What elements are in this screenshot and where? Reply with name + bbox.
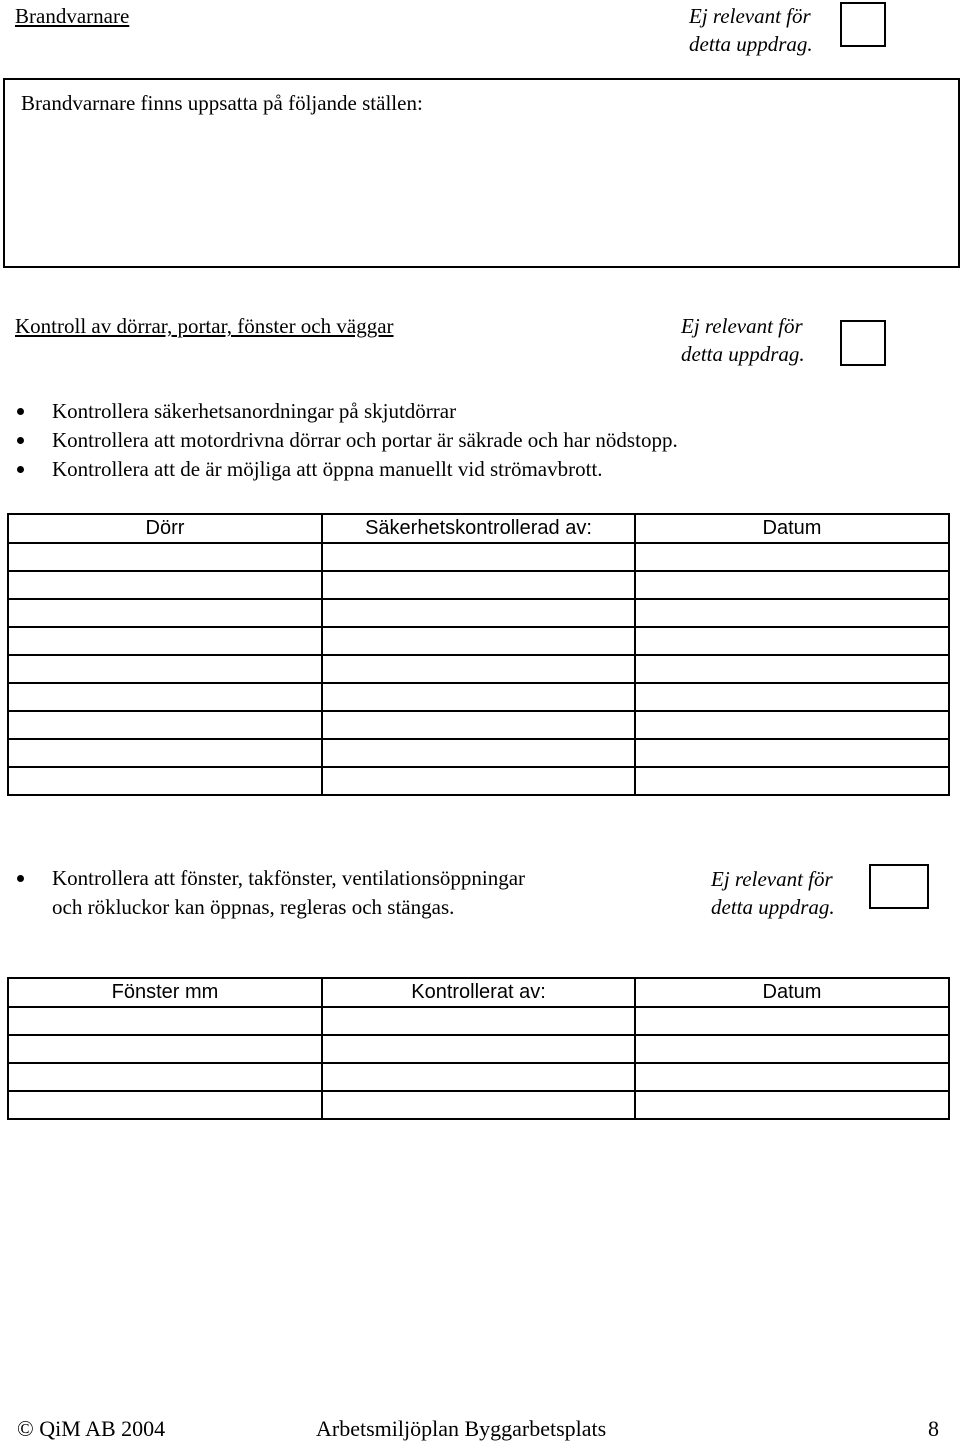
brandvarnare-heading: Brandvarnare: [15, 4, 130, 28]
column-header-door: Dörr: [8, 514, 322, 543]
table-header-row: [8, 514, 949, 543]
table-header-row: [8, 978, 949, 1007]
not-relevant-line-1: Ej relevant för: [711, 867, 833, 891]
brandvarnare-locations-label: Brandvarnare finns uppsatta på följande ställen:: [21, 91, 423, 115]
footer-page-number: 8: [928, 1416, 939, 1441]
table-cell[interactable]: [635, 739, 949, 767]
column-header-checked-by: Säkerhetskontrollerad av:: [322, 514, 635, 543]
table-cell[interactable]: [635, 655, 949, 683]
windows-table-body: [8, 1007, 949, 1119]
not-relevant-line-2: detta uppdrag.: [681, 342, 805, 366]
list-item-line: Kontrollera att fönster, takfönster, ventilationsöppningar: [52, 866, 526, 890]
doors-heading: Kontroll av dörrar, portar, fönster och väggar: [15, 314, 394, 338]
list-item: Kontrollera att motordrivna dörrar och portar är säkrade och har nödstopp.: [17, 426, 678, 455]
table-cell[interactable]: [635, 767, 949, 795]
table-cell[interactable]: [635, 627, 949, 655]
list-item: [17, 864, 525, 922]
table-cell[interactable]: [8, 599, 322, 627]
footer-copyright: © QiM AB 2004: [17, 1416, 166, 1441]
table-row: [8, 1035, 949, 1063]
doors-table-body: [8, 543, 949, 795]
table-cell[interactable]: [8, 627, 322, 655]
table-cell[interactable]: [8, 1091, 322, 1119]
table-row: [8, 1007, 949, 1035]
table-cell[interactable]: [322, 767, 635, 795]
column-header-date: Datum: [635, 978, 949, 1007]
table-row: [8, 1091, 949, 1119]
table-cell[interactable]: [635, 571, 949, 599]
column-header-date: Datum: [635, 514, 949, 543]
windows-check-list: [17, 864, 525, 922]
brandvarnare-not-relevant-label: [689, 2, 813, 58]
windows-not-relevant-checkbox[interactable]: [869, 864, 929, 909]
table-cell[interactable]: [8, 683, 322, 711]
doors-not-relevant-checkbox[interactable]: [840, 320, 886, 366]
table-cell[interactable]: [635, 683, 949, 711]
table-cell[interactable]: [8, 1007, 322, 1035]
table-cell[interactable]: [322, 655, 635, 683]
list-item-line: och rökluckor kan öppnas, regleras och stängas.: [52, 895, 455, 919]
list-item: Kontrollera att de är möjliga att öppna manuellt vid strömavbrott.: [17, 455, 678, 484]
table-row: [8, 711, 949, 739]
table-cell[interactable]: [322, 739, 635, 767]
table-cell[interactable]: [322, 627, 635, 655]
table-cell[interactable]: [8, 655, 322, 683]
table-cell[interactable]: [635, 1007, 949, 1035]
doors-table: [7, 513, 950, 796]
column-header-window: Fönster mm: [8, 978, 322, 1007]
table-cell[interactable]: [8, 767, 322, 795]
table-cell[interactable]: [8, 543, 322, 571]
table-row: [8, 571, 949, 599]
windows-not-relevant-label: [711, 865, 835, 921]
table-cell[interactable]: [322, 543, 635, 571]
not-relevant-line-2: detta uppdrag.: [711, 895, 835, 919]
table-row: [8, 739, 949, 767]
windows-table: [7, 977, 950, 1120]
list-item: Kontrollera säkerhetsanordningar på skjutdörrar: [17, 397, 678, 426]
brandvarnare-locations-box[interactable]: [3, 78, 960, 268]
doors-not-relevant-label: [681, 312, 805, 368]
table-cell[interactable]: [635, 1063, 949, 1091]
table-row: [8, 683, 949, 711]
table-cell[interactable]: [8, 1035, 322, 1063]
table-cell[interactable]: [635, 599, 949, 627]
table-cell[interactable]: [8, 571, 322, 599]
table-row: [8, 543, 949, 571]
table-cell[interactable]: [322, 1007, 635, 1035]
column-header-checked-by: Kontrollerat av:: [322, 978, 635, 1007]
table-cell[interactable]: [8, 711, 322, 739]
table-cell[interactable]: [635, 1091, 949, 1119]
table-row: [8, 1063, 949, 1091]
table-cell[interactable]: [322, 683, 635, 711]
footer-document-title: Arbetsmiljöplan Byggarbetsplats: [316, 1416, 607, 1441]
table-cell[interactable]: [635, 1035, 949, 1063]
table-cell[interactable]: [8, 1063, 322, 1091]
brandvarnare-not-relevant-checkbox[interactable]: [840, 2, 886, 47]
table-cell[interactable]: [322, 1091, 635, 1119]
doors-check-list: [17, 397, 678, 484]
table-cell[interactable]: [322, 1063, 635, 1091]
table-cell[interactable]: [322, 599, 635, 627]
not-relevant-line-1: Ej relevant för: [681, 314, 803, 338]
table-cell[interactable]: [635, 543, 949, 571]
not-relevant-line-2: detta uppdrag.: [689, 32, 813, 56]
table-cell[interactable]: [8, 739, 322, 767]
table-row: [8, 599, 949, 627]
table-row: [8, 767, 949, 795]
table-cell[interactable]: [322, 711, 635, 739]
table-row: [8, 627, 949, 655]
table-row: [8, 655, 949, 683]
table-cell[interactable]: [322, 1035, 635, 1063]
not-relevant-line-1: Ej relevant för: [689, 4, 811, 28]
table-cell[interactable]: [635, 711, 949, 739]
table-cell[interactable]: [322, 571, 635, 599]
